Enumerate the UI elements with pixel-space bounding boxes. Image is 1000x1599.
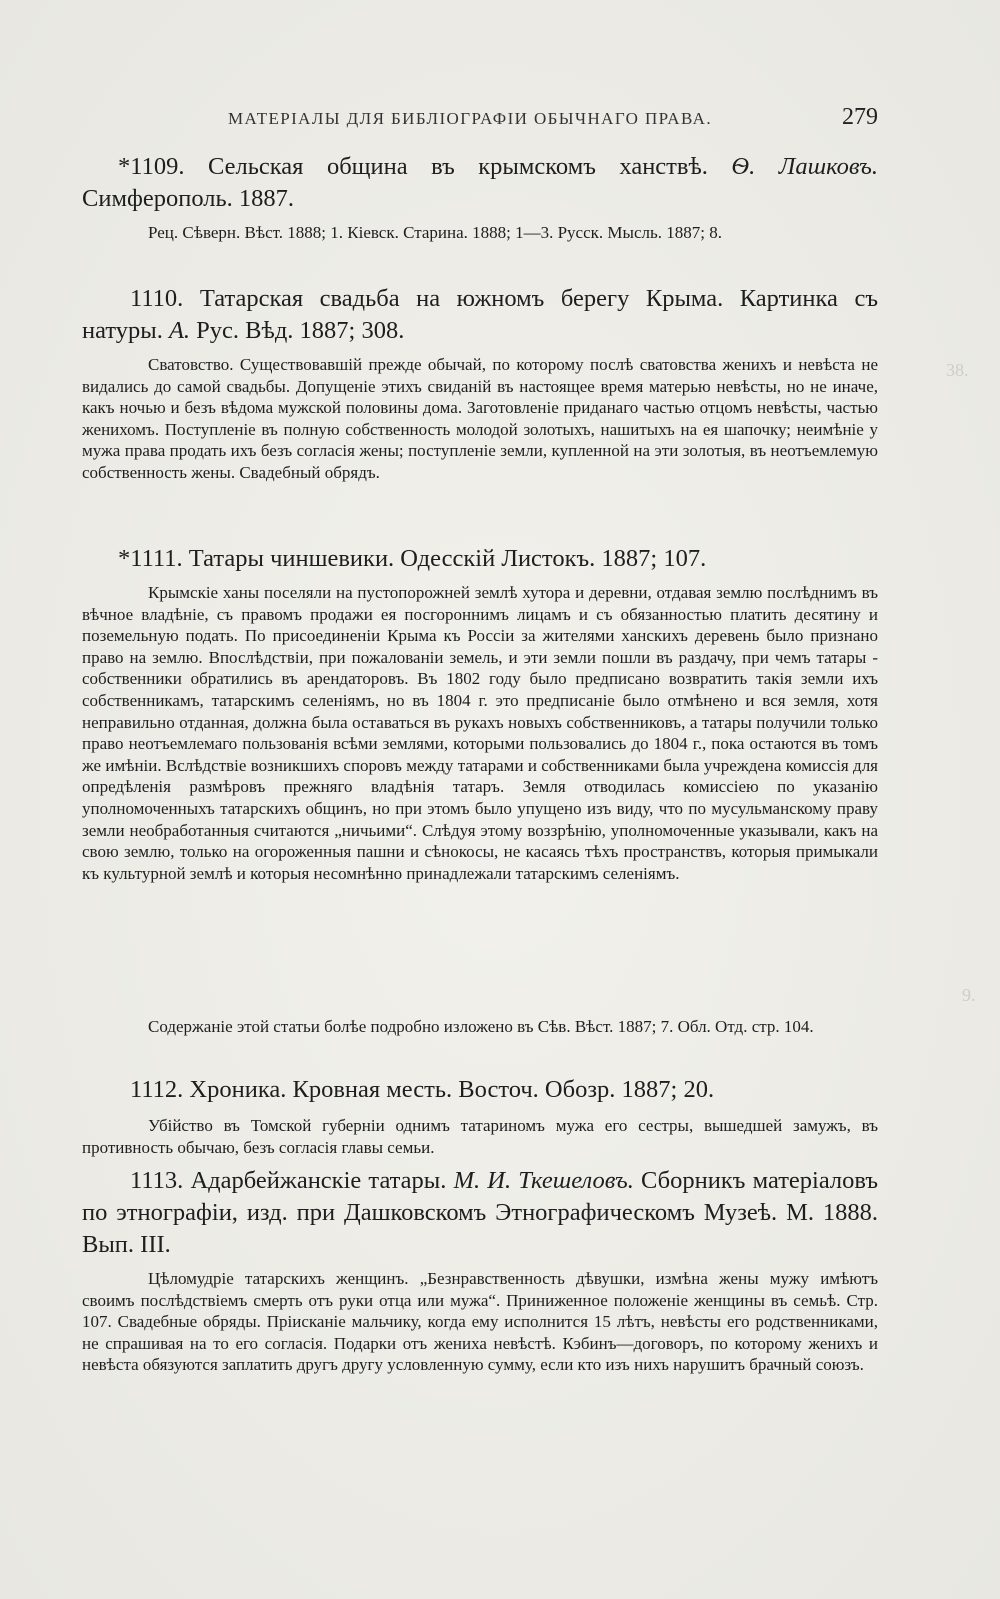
entry-1109-reviews: Рец. Сѣверн. Вѣст. 1888; 1. Кіевск. Старина. 1888; 1—3. Русск. Мысль. 1887; 8. bbox=[148, 223, 722, 242]
entry-1111-heading: *1111. Татары чиншевики. Одесскій Листокъ. 1887; 107. bbox=[118, 545, 707, 572]
page-header bbox=[228, 104, 878, 131]
entry-1111-annotation: Крымскіе ханы поселяли на пустопорожней землѣ хутора и деревни, отдавая землю послѣднимъ въ вѣчное владѣніе, съ правомъ продажи ея посгороннимъ лицамъ и съ обязанностью платить десятину и поземельную подать. По присоединеніи Крыма къ Россіи за жителями ханскихъ деревень было признано право на землю. Впослѣдствіи, при пожалованіи земель, и эти земли пошли въ раздачу, при чемъ татары - собственники обратились въ арендаторовъ. Въ 1802 году было предписано возвратить такія земли ихъ собственникамъ, татарскимъ селеніямъ, но въ 1804 г. это предписаніе было отмѣнено и вся земля, хотя неправильно отданная, должна была оставаться въ рукахъ новыхъ собственниковъ, а татары получили только право неотъемлемаго пользованія всѣми землями, которыми пользовались до 1804 г., пока остаются въ томъ же имѣніи. Вслѣдствіе возникшихъ споровъ между татарами и собственниками была учреждена комиссія для опредѣленія размѣровъ прежняго владѣнія татаръ. Земля отводилась комиссіею по указанію уполномоченныхъ татарскихъ общинъ, но при этомъ было упущено изъ виду, что по мусульманскому праву земли необработанныя считаются „ничьими“. Слѣдуя этому воззрѣнію, уполномоченные указывали, какъ на свою землю, только на огороженныя пашни и сѣнокосы, не касаясь тѣхъ пространствъ, которыя примыкали къ культурной землѣ и которыя несомнѣнно принадлежали татарскимъ селеніямъ. bbox=[82, 583, 878, 883]
entry-number: 1110. bbox=[130, 285, 184, 312]
entry-publication: Симферополь. 1887. bbox=[82, 185, 295, 212]
entry-title: Адарбейжанскіе татары. bbox=[190, 1167, 447, 1194]
entry-1110-annotation: Сватовство. Существовавшій прежде обычай, по которому послѣ сватовства женихъ и невѣста не видались до самой свадьбы. Допущеніе этихъ свиданій въ настоящее время матерью невѣсты, но не иначе, какъ ночью и безъ вѣдома мужской половины дома. Заготовленіе приданаго частью отцомъ невѣсты, частью женихомъ. Поступленіе въ полную собственность молодой золотыхъ, нашитыхъ на ея шапочку; неимѣніе у мужа права продать ихъ безъ согласія жены; поступленіе земли, купленной на эти золотыя, въ неотъемлемую собственность жены. Свадебный обрядъ. bbox=[82, 355, 878, 482]
entry-1112-heading: 1112. Хроника. Кровная месть. Восточ. Обозр. 1887; 20. bbox=[130, 1076, 715, 1103]
entry-publication: Рус. Вѣд. 1887; 308. bbox=[196, 317, 405, 344]
entry-1113-annotation: Цѣломудріе татарскихъ женщинъ. „Безнравственность дѣвушки, измѣна жены мужу имѣютъ своимъ послѣдствіемъ смерть отъ руки отца или мужа“. Приниженное положеніе женщины въ семьѣ. Стр. 107. Свадебные обряды. Пріисканіе мальчику, когда ему исполнится 15 лѣтъ, невѣсты его родственниками, не спрашивая на то его согласія. Подарки отъ жениха невѣстѣ. Кэбинъ—договоръ, по которому женихъ и невѣста обязуются заплатить другъ другу условленную сумму, если кто изъ нихъ нарушитъ брачный союзъ. bbox=[82, 1269, 878, 1375]
bleed-through-mark: 38. bbox=[946, 360, 969, 380]
entry-publication: Сборникъ матеріаловъ по этнографіи, изд. при Дашковскомъ Этнографическомъ Музеѣ. М. 1888. Вып. III. bbox=[82, 1167, 879, 1258]
entry-number: 1113. bbox=[130, 1167, 184, 1194]
entry-1110-heading bbox=[82, 283, 878, 347]
entry-1111-note: Содержаніе этой статьи болѣе подробно изложено въ Сѣв. Вѣст. 1887; 7. Обл. Отд. стр. 104. bbox=[148, 1017, 814, 1036]
entry-1112-annotation: Убійство въ Томской губерніи однимъ татариномъ мужа его сестры, вышедшей замужъ, въ противность обычаю, безъ согласія главы семьи. bbox=[82, 1116, 878, 1157]
entry-author: А. bbox=[168, 317, 191, 344]
page-number: 279 bbox=[842, 104, 878, 130]
entry-author: М. И. Ткешеловъ. bbox=[453, 1167, 634, 1194]
bleed-through-mark: 9. bbox=[962, 985, 976, 1005]
entry-title: Сельская община въ крымскомъ ханствѣ. bbox=[207, 153, 708, 180]
entry-number: *1109. bbox=[118, 153, 185, 180]
entry-author: Ѳ. Лашковъ. bbox=[731, 153, 879, 180]
entry-title: Татарская свадьба на южномъ берегу Крыма. Картинка съ натуры. bbox=[82, 285, 878, 344]
entry-1113-heading bbox=[82, 1165, 878, 1261]
running-title: МАТЕРІАЛЫ ДЛЯ БИБЛІОГРАФІИ ОБЫЧНАГО ПРАВА. bbox=[228, 109, 712, 128]
entry-1109-heading bbox=[82, 151, 878, 215]
